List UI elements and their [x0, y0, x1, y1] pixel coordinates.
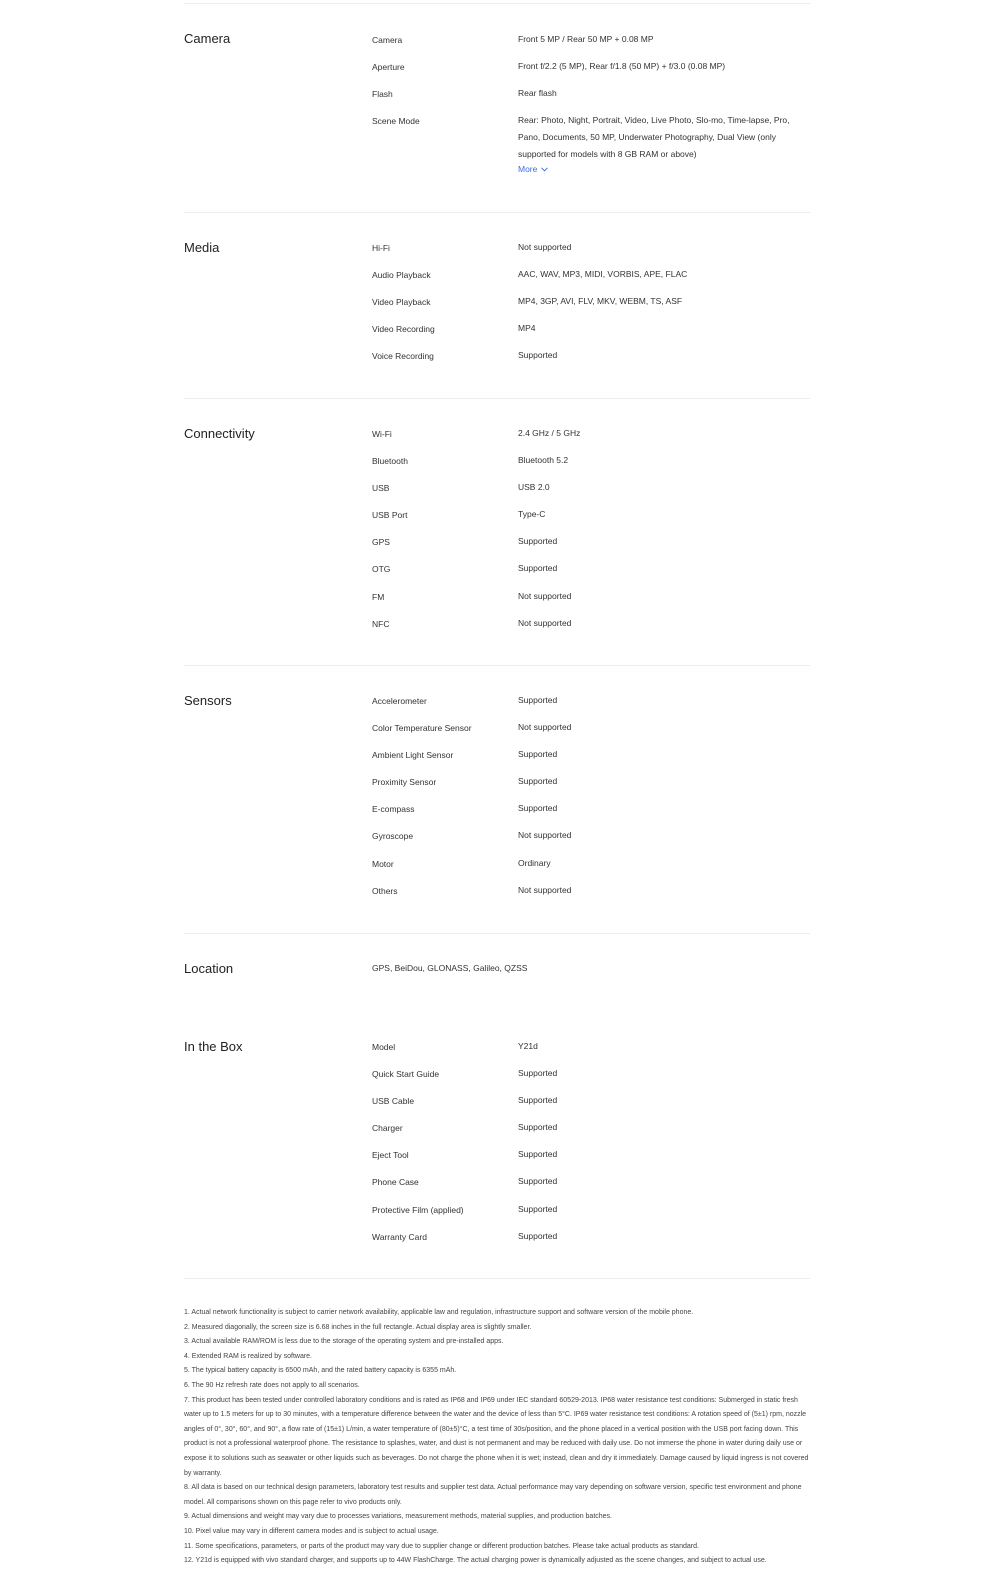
section-title: Camera — [184, 31, 231, 46]
spec-value: AAC, WAV, MP3, MIDI, VORBIS, APE, FLAC — [518, 269, 688, 280]
footnote: 8. All data is based on our technical design parameters, laboratory test results and supplier test data. Actual performance may vary depending on software version, specific test environment and phone model. All comparisons shown on this page refer to vivo products only. — [184, 1484, 802, 1506]
spec-value: Supported — [518, 1203, 558, 1214]
spec-value: Supported — [518, 1230, 558, 1241]
footnote: 7. This product has been tested under controlled laboratory conditions and is rated as IP68 and IP69 under IEC standard 60529-2013. IP68 water resistance test conditions: Submerged in static fresh water up to 1.5 meters for up to 30 minutes, with a temperature difference between the water and the device of less than 5°C. IP69 water resistance test conditions: A rotation speed of (5±1) rpm, nozzle angles of 0°, 30°, 60°, and 90°, a flow rate of (15±1) L/min, a water temperature of (80±5)°C, a test time of 30s/position, and the phone placed in a vertical position with the USB port facing down. This product is not a professional waterproof phone. The resistance to splashes, water, and dust is not permanent and may be reduced with daily use. Do not immerse the phone in water during daily use or expose it to solutions such as seawater or other liquids such as beverages. Do not charge the phone when it is wet; instead, clean and dry it immediately. Damage caused by liquid ingress is not covered by warranty. — [184, 1396, 809, 1477]
section-divider — [184, 398, 810, 399]
footnotes — [184, 1306, 810, 1569]
spec-label: Flash — [372, 89, 393, 100]
spec-value: Not supported — [518, 830, 572, 841]
spec-value: Front 5 MP / Rear 50 MP + 0.08 MP — [518, 34, 654, 44]
spec-value: Not supported — [518, 590, 572, 601]
spec-row — [372, 775, 810, 802]
section-divider — [184, 1278, 810, 1279]
spec-row — [372, 1175, 810, 1202]
spec-value: Supported — [518, 1068, 558, 1079]
spec-value: Not supported — [518, 617, 572, 628]
footnote: 2. Measured diagonally, the screen size is 6.68 inches in the full rectangle. Actual display area is slightly smaller. — [184, 1323, 532, 1331]
spec-label: Voice Recording — [372, 351, 434, 362]
spec-label: Scene Mode — [372, 116, 420, 127]
spec-label: USB Cable — [372, 1096, 415, 1107]
spec-value: Bluetooth 5.2 — [518, 455, 569, 466]
spec-row — [372, 857, 810, 884]
spec-value: Not supported — [518, 242, 572, 252]
footnote: 6. The 90 Hz refresh rate does not apply to all scenarios. — [184, 1381, 360, 1389]
spec-value: GPS, BeiDou, GLONASS, Galileo, QZSS — [372, 963, 528, 973]
spec-row — [372, 1094, 810, 1121]
spec-row — [372, 617, 810, 644]
spec-label: E-compass — [372, 804, 415, 815]
spec-label: Wi-Fi — [372, 429, 392, 439]
footnote: 9. Actual dimensions and weight may vary due to processes variations, measurement methods, material supplies, and production batches. — [184, 1513, 613, 1521]
spec-label: OTG — [372, 564, 391, 575]
spec-value: Supported — [518, 1122, 558, 1133]
spec-row — [372, 87, 810, 114]
spec-value: Front f/2.2 (5 MP), Rear f/1.8 (50 MP) + f/3.0 (0.08 MP) — [518, 61, 726, 72]
spec-row — [372, 114, 810, 165]
spec-value: Not supported — [518, 722, 572, 733]
footnote: 12. Y21d is equipped with vivo standard charger, and supports up to 44W FlashCharge. The actual charging power is dynamically adjusted as the scene changes, and subject to actual use. — [184, 1557, 767, 1565]
spec-value: Supported — [518, 803, 558, 814]
spec-value: Supported — [518, 563, 558, 574]
spec-row — [372, 60, 810, 87]
spec-row — [372, 1148, 810, 1175]
spec-row — [372, 1121, 810, 1148]
spec-row — [372, 508, 810, 535]
spec-value: Ordinary — [518, 857, 551, 868]
spec-label: NFC — [372, 618, 390, 629]
spec-value: MP4, 3GP, AVI, FLV, MKV, WEBM, TS, ASF — [518, 296, 683, 307]
spec-row — [372, 1203, 810, 1230]
spec-row — [372, 241, 810, 268]
spec-value: Supported — [518, 776, 558, 787]
spec-list — [372, 694, 810, 911]
spec-value: Supported — [518, 536, 558, 547]
spec-row — [372, 748, 810, 775]
section-title: Media — [184, 240, 220, 255]
spec-label: USB Port — [372, 510, 408, 521]
spec-label: Proximity Sensor — [372, 777, 437, 788]
spec-row — [372, 1230, 810, 1257]
spec-value: Supported — [518, 350, 558, 361]
spec-label: Aperture — [372, 62, 405, 73]
spec-row — [372, 590, 810, 617]
spec-label: Camera — [372, 35, 403, 45]
footnote: 1. Actual network functionality is subject to carrier network availability, applicable law and regulation, infrastructure support and software version of the mobile phone. — [184, 1309, 694, 1316]
spec-value: Y21d — [518, 1041, 538, 1051]
spec-label: Ambient Light Sensor — [372, 750, 454, 761]
spec-list — [372, 962, 810, 989]
spec-label: Bluetooth — [372, 456, 408, 467]
spec-label: Eject Tool — [372, 1150, 409, 1161]
spec-label: Hi-Fi — [372, 243, 390, 253]
spec-value: 2.4 GHz / 5 GHz — [518, 428, 581, 438]
section-divider — [184, 933, 810, 934]
spec-label: USB — [372, 483, 390, 494]
spec-label: Gyroscope — [372, 831, 414, 842]
footnote: 10. Pixel value may vary in different camera modes and is subject to actual usage. — [184, 1527, 439, 1535]
footnote: 4. Extended RAM is realized by software. — [184, 1352, 313, 1360]
spec-value: Type-C — [518, 509, 546, 520]
spec-label: Protective Film (applied) — [372, 1204, 464, 1215]
spec-value: Not supported — [518, 884, 572, 895]
footnote: 11. Some specifications, parameters, or parts of the product may vary due to supplier change or different production batches. Please take actual products as standard. — [184, 1542, 699, 1550]
spec-row — [372, 562, 810, 589]
footnote: 5. The typical battery capacity is 6500 mAh, and the rated battery capacity is 6355 mAh. — [184, 1367, 457, 1375]
spec-label: Others — [372, 885, 398, 896]
footnote: 3. Actual available RAM/ROM is less due to the storage of the operating system and pre-installed apps. — [184, 1338, 504, 1346]
chevron-down-icon — [541, 167, 548, 172]
spec-list — [372, 427, 810, 644]
more-label: More — [518, 164, 538, 174]
spec-value: Rear flash — [518, 88, 557, 99]
spec-label: Charger — [372, 1123, 403, 1134]
spec-row — [372, 535, 810, 562]
more-link[interactable] — [518, 164, 548, 174]
spec-value: Supported — [518, 1095, 558, 1106]
spec-row — [372, 694, 810, 721]
spec-label: Model — [372, 1042, 396, 1052]
spec-label: FM — [372, 591, 385, 602]
spec-row — [372, 349, 810, 376]
spec-row — [372, 884, 810, 911]
spec-row — [372, 295, 810, 322]
section-title: Sensors — [184, 693, 232, 708]
spec-label: Accelerometer — [372, 696, 427, 706]
section-divider — [184, 212, 810, 213]
spec-value: Supported — [518, 1176, 558, 1187]
spec-label: Phone Case — [372, 1177, 419, 1188]
spec-label: Audio Playback — [372, 270, 431, 281]
section-divider — [184, 3, 810, 4]
spec-label: Video Playback — [372, 297, 431, 308]
spec-row — [372, 322, 810, 349]
spec-row — [372, 1067, 810, 1094]
spec-row — [372, 721, 810, 748]
section-divider — [184, 665, 810, 666]
spec-label: Color Temperature Sensor — [372, 723, 472, 734]
spec-value: USB 2.0 — [518, 482, 550, 493]
spec-label: Motor — [372, 858, 394, 869]
spec-row — [372, 454, 810, 481]
spec-row — [372, 33, 810, 60]
spec-value: Rear: Photo, Night, Portrait, Video, Live Photo, Slo-mo, Time-lapse, Pro, Pano, Documents, 50 MP, Underwater Photography, Dual View (only supported for models with 8 GB RAM or above) — [518, 115, 790, 160]
spec-row — [372, 427, 810, 454]
spec-row — [372, 962, 810, 989]
spec-row — [372, 1040, 810, 1067]
spec-label: Quick Start Guide — [372, 1069, 440, 1080]
spec-value: Supported — [518, 695, 558, 705]
section-title: In the Box — [184, 1039, 243, 1054]
spec-label: Warranty Card — [372, 1231, 427, 1242]
spec-row — [372, 802, 810, 829]
spec-label: Video Recording — [372, 324, 435, 335]
spec-list — [372, 241, 810, 376]
spec-row — [372, 268, 810, 295]
spec-label: GPS — [372, 537, 390, 548]
spec-value: Supported — [518, 1149, 558, 1160]
spec-value: MP4 — [518, 323, 536, 334]
section-title: Connectivity — [184, 426, 255, 441]
spec-list — [372, 33, 810, 174]
spec-list — [372, 1040, 810, 1257]
spec-row — [372, 481, 810, 508]
spec-row — [372, 829, 810, 856]
section-title: Location — [184, 961, 234, 976]
spec-value: Supported — [518, 749, 558, 760]
